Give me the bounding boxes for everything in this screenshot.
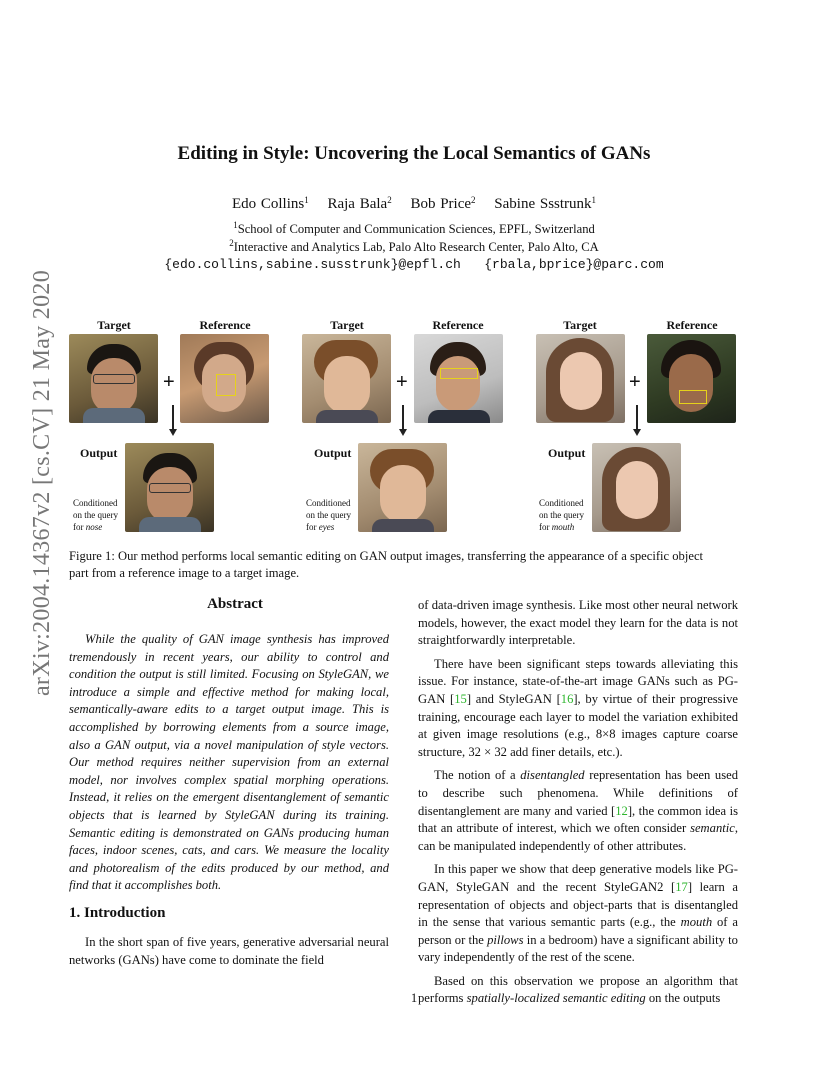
output-label: Output bbox=[80, 446, 118, 460]
reference-header: Reference bbox=[666, 318, 718, 332]
arrowhead-icon bbox=[633, 429, 641, 436]
abstract-heading: Abstract bbox=[207, 596, 263, 612]
arrow-down-icon bbox=[636, 405, 638, 429]
right-column bbox=[418, 597, 738, 1008]
condition-note: Conditioned on the query for eyes bbox=[306, 498, 351, 532]
citation-link[interactable]: 15 bbox=[454, 691, 467, 706]
output-face-image bbox=[125, 443, 214, 532]
target-face-image bbox=[302, 334, 391, 423]
reference-header: Reference bbox=[199, 318, 251, 332]
reference-face-image bbox=[180, 334, 269, 423]
intro-body bbox=[69, 934, 389, 969]
query-highlight-box bbox=[440, 368, 478, 379]
arrowhead-icon bbox=[399, 429, 407, 436]
arrowhead-icon bbox=[169, 429, 177, 436]
abstract-text: While the quality of GAN image synthesis has improved tremendously in recent years, our ability to control and condition the output is still limited. Focusing on StyleGAN, we introduce a simple and effective method for making local, semantically-aware edits to a target output image. This is accomplished by borrowing elements from a source image, also a GAN output, via a novel manipulation of style vectors. Our method requires neither supervision from an external model, nor involves complex spatial morphing operations. Instead, it relies on the emergent disentanglement of semantic objects that is learned by StyleGAN during its training. Semantic editing is demonstrated on GANs producing human faces, indoor scenes, cats, and cars. We measure the locality and photorealism of the edits produced by our method, and find that it accomplishes both. bbox=[69, 632, 389, 893]
reference-header: Reference bbox=[432, 318, 484, 332]
paragraph: of data-driven image synthesis. Like most other neural network models, however, the exact model they learn for the data is not straightforwardly interpretable. bbox=[418, 598, 738, 648]
target-header: Target bbox=[330, 318, 364, 332]
abstract-body bbox=[69, 631, 389, 895]
author: Raja Bala$^2$ bbox=[327, 195, 392, 212]
paragraph: There have been significant steps towards alleviating this issue. For instance, state-of-the-art image GANs such as PG-GAN [15] and StyleGAN [16], by virtue of their progressive training, encourage each layer to model the variation exhibited at given image resolutions (e.g., 8×8 images capture coarse structure, 32 × 32 add finer details, etc.). bbox=[418, 656, 738, 759]
query-highlight-box bbox=[679, 390, 707, 404]
arxiv-stamp: arXiv:2004.14367v2 [cs.CV] 21 May 2020 bbox=[29, 269, 55, 697]
paragraph: In this paper we show that deep generative models like PG-GAN, StyleGAN and the recent StyleGAN2 [17] learn a representation of objects and object-parts that is disentangled in the sense that various semantic parts (e.g., the mouth of a person or the pillows in a bedroom) have a significant ability to vary independently of the rest of the scene. bbox=[418, 862, 738, 965]
condition-note: Conditioned on the query for mouth bbox=[539, 498, 584, 532]
arrow-down-icon bbox=[402, 405, 404, 429]
citation-link[interactable]: 16 bbox=[560, 691, 574, 706]
affiliation: $^2$Interactive and Analytics Lab, Palo Alto Research Center, Palo Alto, CA bbox=[229, 238, 599, 254]
target-face-image bbox=[536, 334, 625, 423]
reference-face-image bbox=[647, 334, 736, 423]
section-heading: 1. Introduction bbox=[69, 905, 166, 921]
author-emails: {edo.collins,sabine.susstrunk}@epfl.ch {rbala,bprice}@parc.com bbox=[164, 257, 664, 272]
paragraph: In the short span of five years, generative adversarial neural networks (GANs) have come to dominate the field bbox=[69, 935, 389, 967]
query-highlight-box bbox=[216, 374, 236, 396]
output-label: Output bbox=[314, 446, 352, 460]
target-face-image bbox=[69, 334, 158, 423]
plus-sign: + bbox=[163, 371, 175, 393]
author: Edo Collins$^1$ bbox=[231, 195, 309, 212]
plus-sign: + bbox=[629, 371, 641, 393]
author-list bbox=[0, 195, 828, 213]
page-number: 1 bbox=[410, 991, 418, 1005]
output-face-image bbox=[592, 443, 681, 532]
condition-note: Conditioned on the query for nose bbox=[73, 498, 118, 532]
affiliation: $^1$School of Computer and Communication Sciences, EPFL, Switzerland bbox=[233, 220, 595, 236]
paper-title: Editing in Style: Uncovering the Local Semantics of GANs bbox=[177, 143, 651, 164]
arrow-down-icon bbox=[172, 405, 174, 429]
plus-sign: + bbox=[396, 371, 408, 393]
paragraph: The notion of a disentangled representation has been used to describe such phenomena. While definitions of disentanglement are many and varied [12], the common idea is that an attribute of interest, which we often consider semantic, can be manipulated independently of other attributes. bbox=[418, 768, 738, 853]
author: Sabine Ssstrunk$^1$ bbox=[494, 195, 597, 212]
author: Bob Price$^2$ bbox=[410, 195, 476, 212]
target-header: Target bbox=[97, 318, 131, 332]
target-header: Target bbox=[563, 318, 597, 332]
reference-face-image bbox=[414, 334, 503, 423]
paragraph: Based on this observation we propose an algorithm that performs spatially-localized semantic editing on the outputs bbox=[418, 973, 738, 1006]
output-label: Output bbox=[548, 446, 586, 460]
output-face-image bbox=[358, 443, 447, 532]
citation-link[interactable]: 17 bbox=[675, 879, 688, 894]
figure-caption: Figure 1: Our method performs local semantic editing on GAN output images, transferring the appearance of a specific object part from a reference image to a target image. bbox=[69, 549, 704, 580]
citation-link[interactable]: 12 bbox=[615, 803, 628, 818]
